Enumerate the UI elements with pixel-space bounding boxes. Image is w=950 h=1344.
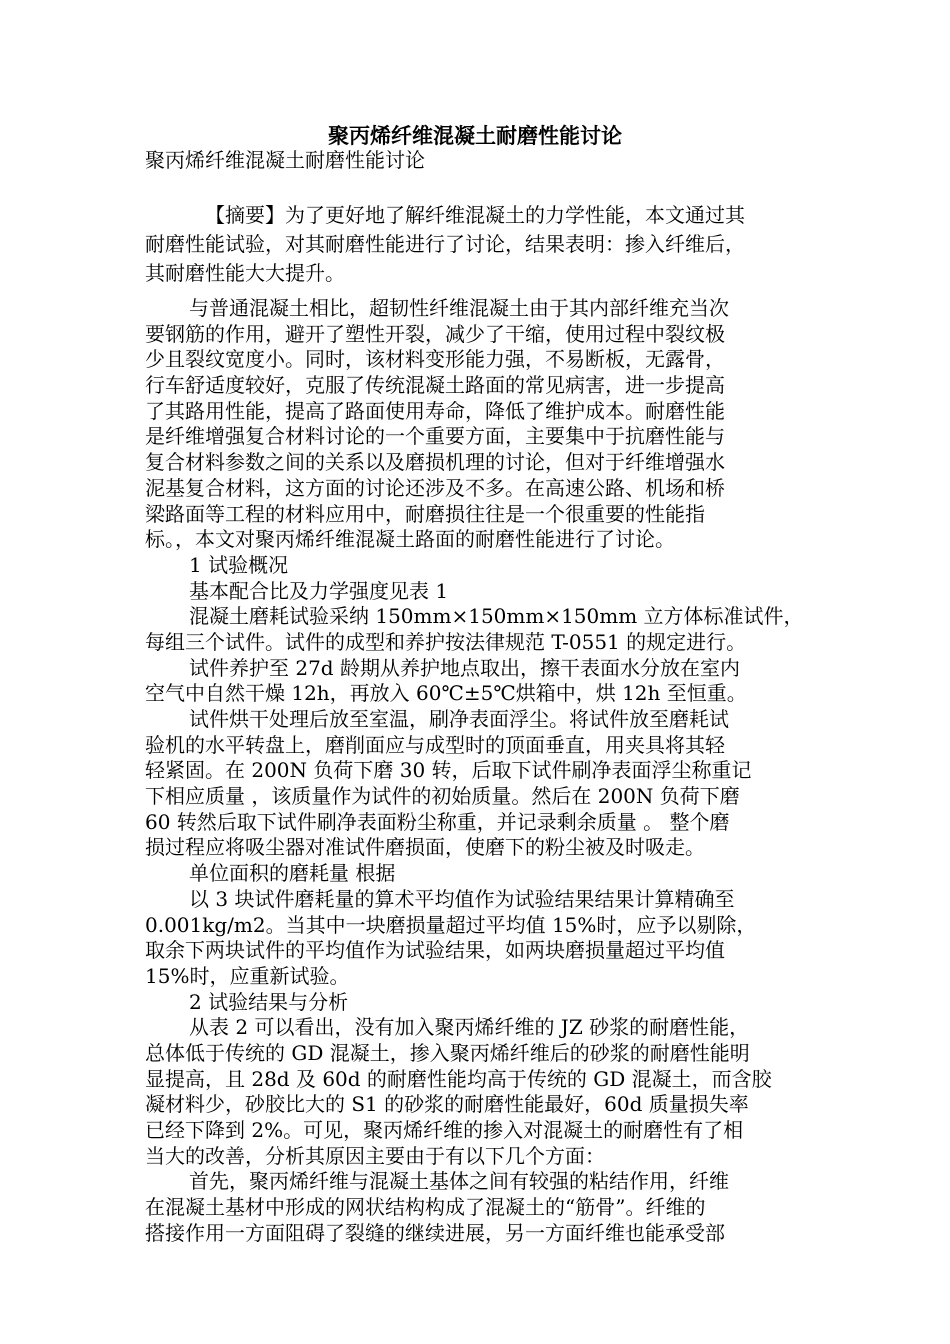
document-title: 聚丙烯纤维混凝土耐磨性能讨论 <box>328 123 622 148</box>
body-line: 单位面积的磨耗量 根据 <box>189 861 396 886</box>
body-line: 每组三个试件。试件的成型和养护按法律规范 T-0551 的规定进行。 <box>145 629 747 654</box>
body-line: 下相应质量 ，该质量作为试件的初始质量。然后在 200N 负荷下磨 <box>145 784 740 809</box>
body-line: 0.001kg/m2。当其中一块磨损量超过平均值 15%时，应予以剔除， <box>145 912 757 937</box>
body-line: 轻紧固。在 200N 负荷下磨 30 转，后取下试件刷净表面浮尘称重记 <box>145 758 752 783</box>
body-line: 与普通混凝土相比，超韧性纤维混凝土由于其内部纤维充当次 <box>189 296 729 320</box>
abstract-paragraph <box>145 201 805 288</box>
body-line: 总体低于传统的 GD 混凝土，掺入聚丙烯纤维后的砂浆的耐磨性能明 <box>145 1040 750 1065</box>
body-line: 是纤维增强复合材料讨论的一个重要方面，主要集中于抗磨性能与 <box>145 424 725 449</box>
body-line: 从表 2 可以看出，没有加入聚丙烯纤维的 JZ 砂浆的耐磨性能， <box>189 1015 750 1040</box>
body-line: 当大的改善，分析其原因主要由于有以下几个方面： <box>145 1143 605 1168</box>
body-line: 泥基复合材料，这方面的讨论还涉及不多。在高速公路、机场和桥 <box>145 475 725 500</box>
body-line: 试件养护至 27d 龄期从养护地点取出，擦干表面水分放在室内 <box>189 655 740 680</box>
body-line: 搭接作用一方面阻碍了裂缝的继续进展，另一方面纤维也能承受部 <box>145 1220 725 1245</box>
body-line: 显提高，且 28d 及 60d 的耐磨性能均高于传统的 GD 混凝土，而含胶 <box>145 1066 772 1091</box>
abstract-line: 其耐磨性能大大提升。 <box>145 261 345 285</box>
body-line: 要钢筋的作用，避开了塑性开裂，减少了干缩，使用过程中裂纹极 <box>145 321 725 346</box>
body-line: 已经下降到 2%。可见，聚丙烯纤维的掺入对混凝土的耐磨性有了相 <box>145 1118 744 1142</box>
body-line: 标。，本文对聚丙烯纤维混凝土路面的耐磨性能进行了讨论。 <box>145 527 675 552</box>
document-subtitle: 聚丙烯纤维混凝土耐磨性能讨论 <box>145 148 425 172</box>
body-line: 混凝土磨耗试验采纳 150mm×150mm×150mm 立方体标准试件， <box>189 604 804 629</box>
body-line: 梁路面等工程的材料应用中，耐磨损往往是一个很重要的性能指 <box>145 501 705 526</box>
section-heading: 1 试验概况 <box>189 552 289 577</box>
body-line: 验机的水平转盘上，磨削面应与成型时的顶面垂直，用夹具将其轻 <box>145 732 725 757</box>
abstract-line: 耐磨性能试验，对其耐磨性能进行了讨论，结果表明：掺入纤维后， <box>145 232 745 256</box>
body-line: 了其路用性能，提高了路面使用寿命，降低了维护成本。耐磨性能 <box>145 398 725 423</box>
body-line: 少且裂纹宽度小。同时，该材料变形能力强，不易断板，无露骨， <box>145 347 725 372</box>
body-line: 首先，聚丙烯纤维与混凝土基体之间有较强的粘结作用，纤维 <box>189 1169 729 1194</box>
body-line: 损过程应将吸尘器对准试件磨损面，使磨下的粉尘被及时吸走。 <box>145 835 705 860</box>
body-line: 试件烘干处理后放至室温，刷净表面浮尘。将试件放至磨耗试 <box>189 707 729 731</box>
body-line: 15%时，应重新试验。 <box>145 963 350 988</box>
body-line: 行车舒适度较好，克服了传统混凝土路面的常见病害，进一步提高 <box>145 373 725 398</box>
body-line: 在混凝土基材中形成的网状结构构成了混凝土的“筋骨”。纤维的 <box>145 1195 706 1220</box>
section-heading: 2 试验结果与分析 <box>189 989 349 1014</box>
body-line: 空气中自然干燥 12h，再放入 60℃±5℃烘箱中，烘 12h 至恒重。 <box>145 681 747 706</box>
body-line: 凝材料少，砂胶比大的 S1 的砂浆的耐磨性能最好，60d 质量损失率 <box>145 1092 749 1117</box>
abstract-line: 【摘要】为了更好地了解纤维混凝土的力学性能，本文通过其 <box>205 203 745 227</box>
body-line: 复合材料参数之间的关系以及磨损机理的讨论，但对于纤维增强水 <box>145 450 725 475</box>
body-text <box>145 296 805 1246</box>
body-line: 60 转然后取下试件刷净表面粉尘称重，并记录剩余质量 。 整个磨 <box>145 809 730 834</box>
body-line: 基本配合比及力学强度见表 1 <box>189 578 449 603</box>
body-line: 取余下两块试件的平均值作为试验结果，如两块磨损量超过平均值 <box>145 938 725 963</box>
body-line: 以 3 块试件磨耗量的算术平均值作为试验结果结果计算精确至 <box>189 886 735 911</box>
